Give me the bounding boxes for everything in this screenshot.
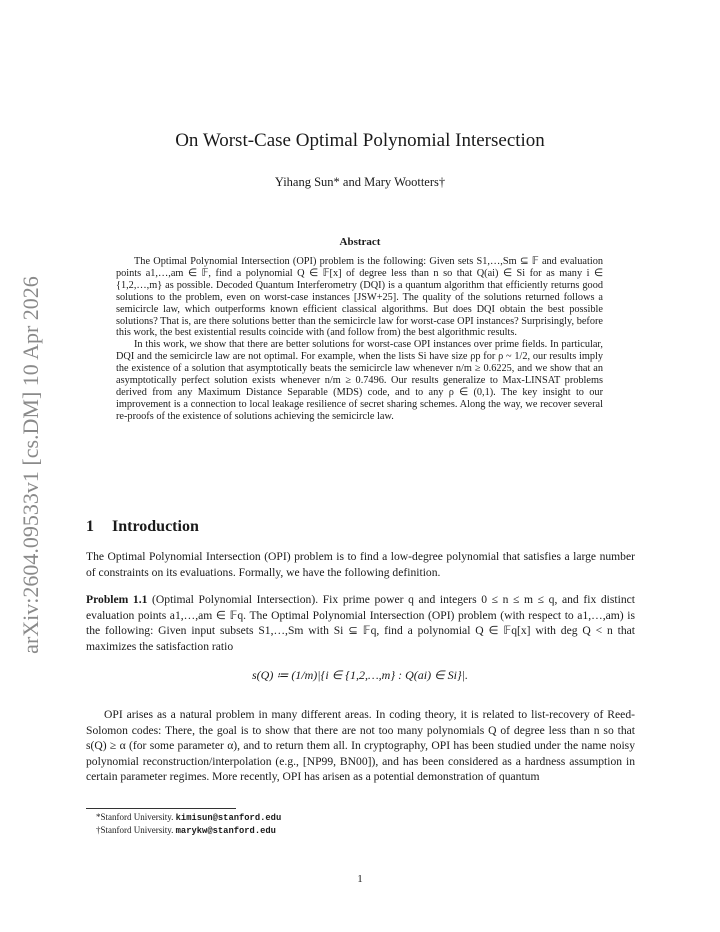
- abstract-paragraph-1: The Optimal Polynomial Intersection (OPI) problem is the following: Given sets S1,…,Sm ⊆ 𝔽 and evaluation points a1,…,am ∈ 𝔽, find a polynomial Q ∈ 𝔽[x] of degree less than n so that Q(ai) ∈ Si for as many i ∈ {1,2,…,m} as possible. Decoded Quantum Interferometry (DQI) is a quantum algorithm that efficiently returns good solutions to the problem, even on worst-case instances [JSW+25]. The quality of the solutions returned follows a semicircle law, which outperforms known efficient classical algorithms. But does DQI obtain the best possible solutions? That is, are there solutions better than the semicircle law for worst-case OPI instances? Surprisingly, before this work, the best existential results coincide with (and follow from) the best algorithmic results.: [116, 256, 603, 339]
- section-title: Introduction: [112, 518, 199, 535]
- footnote-2: [96, 825, 276, 836]
- section-heading: [86, 518, 199, 536]
- authors: Yihang Sun* and Mary Wootters†: [274, 175, 446, 189]
- intro-paragraph-2-text: OPI arises as a natural problem in many different areas. In coding theory, it is related to list-recovery of Reed-Solomon codes: There, the goal is to show that there are not too many polynomials Q of degree less than n so that s(Q) ≥ α (for some parameter α), and to return them all. In cryptography, OPI has been studied under the name noisy polynomial reconstruction/interpolation (e.g., [NP99, BN00]), and has been considered as a hardness assumption in certain parameter regimes. More recently, OPI has arisen as a potential demonstration of quantum: [86, 708, 635, 784]
- footnote-2-label: †Stanford University.: [96, 825, 176, 835]
- problem-text: (Optimal Polynomial Intersection). Fix prime power q and integers 0 ≤ n ≤ m ≤ q, and fix distinct evaluation points a1,…,am ∈ 𝔽q. The Optimal Polynomial Intersection (OPI) problem (with respect to a1,…,am) is the following: Given input subsets S1,…,Sm with Si ⊆ 𝔽q, find a polynomial Q ∈ 𝔽q[x] with deg Q < n that maximizes the satisfaction ratio: [86, 593, 635, 653]
- footnote-1-email: kimisun@stanford.edu: [175, 813, 282, 823]
- footnote-1: [96, 812, 281, 823]
- abstract: [116, 256, 603, 423]
- intro-paragraph-2: [86, 707, 635, 785]
- intro-paragraph-1: [86, 549, 635, 580]
- arxiv-identifier: arXiv:2604.09533v1 [cs.DM] 10 Apr 2026: [18, 276, 43, 654]
- abstract-heading: Abstract: [339, 236, 381, 248]
- equation: s(Q) ≔ (1/m)|{i ∈ {1,2,…,m} : Q(ai) ∈ Si}|.: [251, 668, 468, 682]
- footnote-rule: [86, 808, 236, 809]
- page-number: 1: [357, 873, 363, 885]
- paper-title: On Worst-Case Optimal Polynomial Intersection: [175, 130, 545, 151]
- problem-statement: [86, 592, 635, 654]
- section-number: 1: [86, 518, 94, 535]
- footnote-1-label: *Stanford University.: [96, 812, 176, 822]
- abstract-paragraph-2: In this work, we show that there are better solutions for worst-case OPI instances over prime fields. In particular, DQI and the semicircle law are not optimal. For example, when the lists Si have size ρp for ρ ~ 1/2, our results imply the existence of a solution that asymptotically beats the semicircle law whenever n/m ≥ 0.6225, and we show that an asymptotically perfect solution exists whenever n/m ≥ 0.7496. Our results generalize to Max-LINSAT problems derived from any Maximum Distance Separable (MDS) code, and to any ρ ∈ (0,1). The key insight to our improvement is a connection to local leakage resilience of secret sharing schemes. Along the way, we recover several re-proofs of the existence of solutions achieving the semicircle law.: [116, 339, 603, 422]
- problem-label: Problem 1.1: [86, 593, 148, 606]
- footnote-2-email: marykw@stanford.edu: [175, 826, 276, 836]
- intro-paragraph-1-text: The Optimal Polynomial Intersection (OPI) problem is to find a low-degree polynomial that satisfies a large number of constraints on its evaluations. Formally, we have the following definition.: [86, 550, 635, 579]
